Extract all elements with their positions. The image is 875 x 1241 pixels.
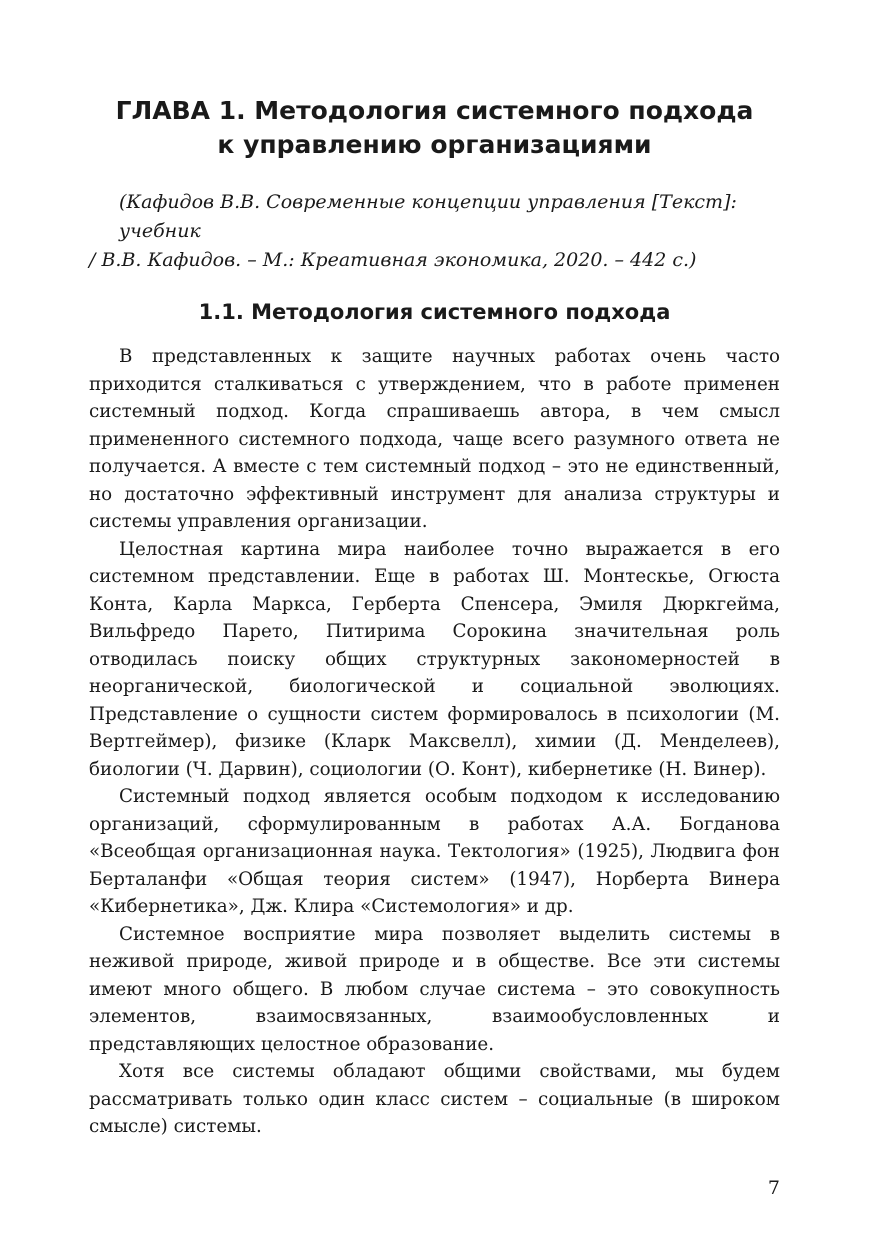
chapter-title-line-1: ГЛАВА 1. Методология системного подхода (115, 96, 754, 125)
citation-line-1: (Кафидов В.В. Современные концепции управления [Текст]: учебник (119, 191, 737, 242)
citation-line-2: / В.В. Кафидов. – М.: Креативная экономика, 2020. – 442 с.) (89, 249, 697, 271)
source-citation (89, 188, 780, 275)
page-number: 7 (767, 1177, 780, 1199)
paragraph-3: Системный подход является особым подходом к исследованию организаций, сформулированным в работах А.А. Богданова «Всеобщая организационная наука. Тектология» (1925), Людвига фон Берталанфи «Общая теория систем» (1947), Норберта Винера «Кибернетика», Дж. Клира «Системология» и др. (89, 786, 780, 917)
paragraph-4: Системное восприятие мира позволяет выделить системы в неживой природе, живой природе и в обществе. Все эти системы имеют много общего. В любом случае система – это совокупность элементов, взаимосвязанных, взаимообусловленных и представляющих целостное образование. (89, 923, 780, 1055)
section-title: 1.1. Методология системного подхода (198, 300, 671, 324)
paragraph-2: Целостная картина мира наиболее точно выражается в его системном представлении. Еще в работах Ш. Монтескье, Огюста Конта, Карла Маркса, Герберта Спенсера, Эмиля Дюркгейма, Вильфредо Парето, Питирима Сорокина значительная роль отводилась поиску общих структурных закономерностей в неорганической, биологической и социальной эволюциях. Представление о сущности систем формировалось в психологии (М. Вертгеймер), физике (Кларк Максвелл), химии (Д. Менделеев), биологии (Ч. Дарвин), социологии (О. Конт), кибернетике (Н. Винер). (89, 538, 780, 780)
chapter-title-line-2: к управлению организациями (217, 130, 652, 159)
paragraph-1: В представленных к защите научных работах очень часто приходится сталкиваться с утверждением, что в работе применен системный подход. Когда спрашиваешь автора, в чем смысл примененного системного подхода, чаще всего разумного ответа не получается. А вместе с тем системный подход – это не единственный, но достаточно эффективный инструмент для анализа структуры и системы управления организации. (89, 346, 780, 532)
body-text (89, 343, 780, 1141)
chapter-title (89, 94, 780, 162)
paragraph-5: Хотя все системы обладают общими свойствами, мы будем рассматривать только один класс систем – социальные (в широком смысле) системы. (89, 1061, 780, 1137)
